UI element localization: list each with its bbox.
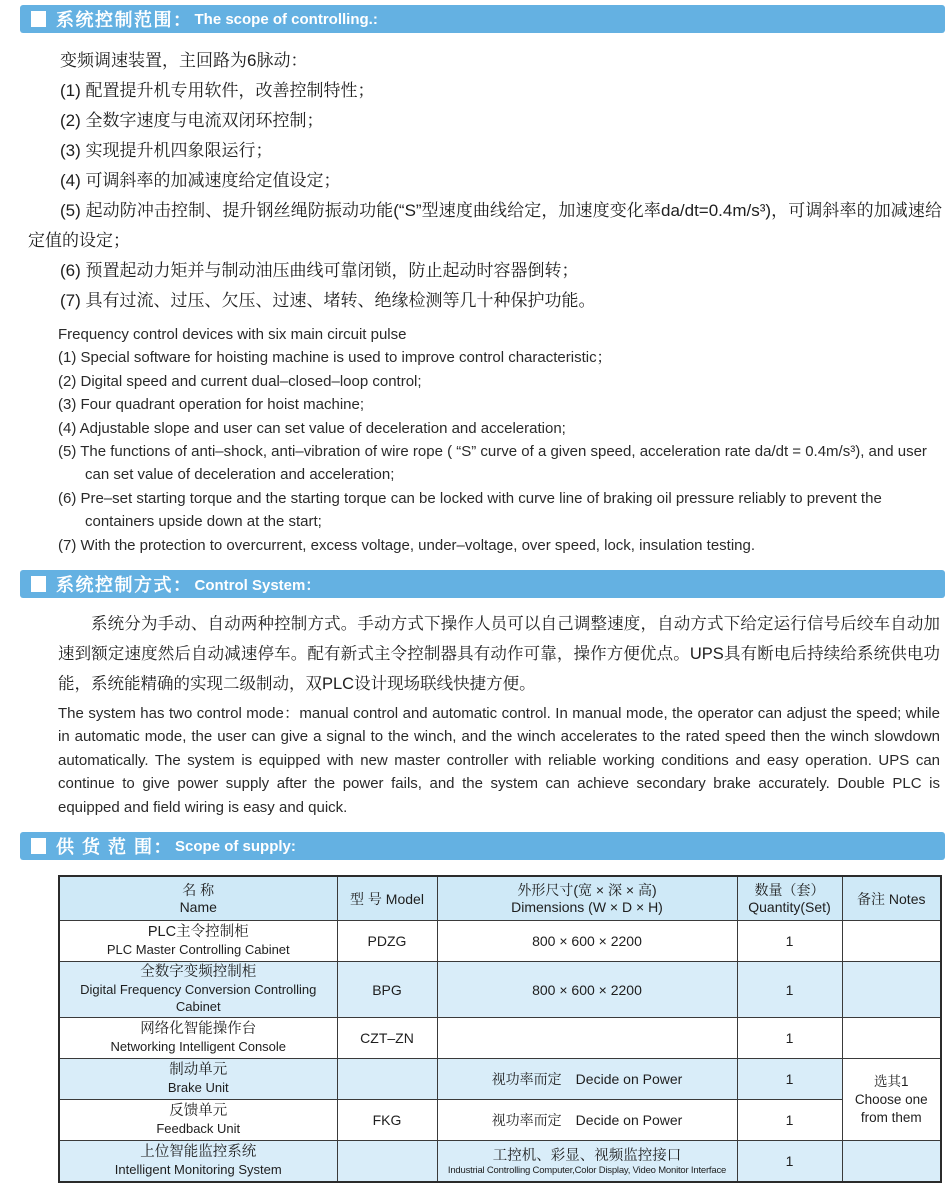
scope-of-controlling-body <box>28 46 942 557</box>
cell-notes <box>842 1018 941 1059</box>
scope-cn-item-5: (5) 起动防冲击控制、提升钢丝绳防振动功能(“S”型速度曲线给定，加速度变化率da/dt=0.4m/s³)，可调斜率的加减速给定值的设定； <box>28 201 942 250</box>
column-header-quantity: 数量（套） Quantity(Set) <box>737 876 842 921</box>
section-title-cn: 供 货 范 围： <box>56 837 174 858</box>
cell-model: CZT–ZN <box>337 1018 437 1059</box>
table-row <box>59 921 941 962</box>
section-header-scope-of-supply <box>20 832 945 860</box>
cell-name: 网络化智能操作台 Networking Intelligent Console <box>59 1018 337 1059</box>
cell-quantity: 1 <box>737 1018 842 1059</box>
scope-en-intro: Frequency control devices with six main circuit pulse <box>58 326 407 343</box>
scope-en-item-3: (3) Four quadrant operation for hoist machine; <box>58 396 364 414</box>
cell-dimensions: 视功率而定 Decide on Power <box>437 1100 737 1141</box>
cell-name: 制动单元 Brake Unit <box>59 1059 337 1100</box>
cell-name: PLC主令控制柜 PLC Master Controlling Cabinet <box>59 921 337 962</box>
cell-name: 反馈单元 Feedback Unit <box>59 1100 337 1141</box>
cell-dimensions: 800 × 600 × 2200 <box>437 962 737 1018</box>
scope-cn-list <box>28 46 942 316</box>
scope-en-list <box>28 323 942 557</box>
cell-model: BPG <box>337 962 437 1018</box>
column-header-model: 型 号 Model <box>337 876 437 921</box>
cell-name: 全数字变频控制柜 Digital Frequency Conversion Controlling Cabinet <box>59 962 337 1018</box>
cell-notes <box>842 962 941 1018</box>
scope-cn-intro: 变频调速装置，主回路为6脉动： <box>60 51 308 70</box>
table-row <box>59 962 941 1018</box>
cell-quantity: 1 <box>737 1059 842 1100</box>
cell-quantity: 1 <box>737 921 842 962</box>
cell-dimensions: 800 × 600 × 2200 <box>437 921 737 962</box>
scope-cn-item-6: (6) 预置起动力矩并与制动油压曲线可靠闭锁，防止起动时容器倒转； <box>60 261 579 280</box>
cell-quantity: 1 <box>737 962 842 1018</box>
cell-model: PDZG <box>337 921 437 962</box>
scope-cn-item-3: (3) 实现提升机四象限运行； <box>60 141 273 160</box>
section-bullet-icon <box>31 11 46 27</box>
section-bullet-icon <box>31 838 46 854</box>
section-header-scope-of-controlling <box>20 5 945 33</box>
control-cn-paragraph: 系统分为手动、自动两种控制方式。手动方式下操作人员可以自己调整速度，自动方式下给定运行信号后绞车自动加速到额定速度然后自动减速停车。配有新式主令控制器具有动作可靠，操作方便优点。UPS具有断电后持续给系统供电功能，系统能精确的实现二级制动，双PLC设计现场联线快捷方便。 <box>58 615 940 694</box>
section-title-en: Control System： <box>194 576 321 594</box>
cell-notes <box>842 1141 941 1183</box>
cell-notes <box>842 921 941 962</box>
column-header-dimensions: 外形尺寸(宽 × 深 × 高) Dimensions (W × D × H) <box>437 876 737 921</box>
cell-model <box>337 1059 437 1100</box>
cell-dimensions: 工控机、彩显、视频监控接口 Industrial Controlling Computer,Color Display, Video Monitor Interface <box>437 1141 737 1183</box>
cell-quantity: 1 <box>737 1141 842 1183</box>
control-en-paragraph: The system has two control mode：manual control and automatic control. In manual mode, the operator can adjust the speed; while in automatic mode, the user can give a signal to the winch, and the winch accelerates to the rated speed then the winch slowdown automatically. The system is equipped with new master controller with reliable working conditions and easy operation. UPS can continue to give power supply after the power fails, and the system can achieve secondary brake accurately. Double PLC is equipped and field wiring is easy and quick. <box>58 705 940 816</box>
section-title-en: The scope of controlling.: <box>194 10 378 28</box>
section-title-cn: 系统控制范围： <box>56 10 193 30</box>
cell-name: 上位智能监控系统 Intelligent Monitoring System <box>59 1141 337 1183</box>
scope-en-item-4: (4) Adjustable slope and user can set value of deceleration and acceleration; <box>58 419 566 437</box>
section-title-cn: 系统控制方式： <box>56 575 193 596</box>
column-header-name: 名 称 Name <box>59 876 337 921</box>
cell-quantity: 1 <box>737 1100 842 1141</box>
scope-cn-item-1: (1) 配置提升机专用软件，改善控制特性； <box>60 81 375 100</box>
control-system-body <box>28 609 942 819</box>
section-title-en: Scope of supply: <box>175 837 296 855</box>
scope-en-item-6: (6) Pre–set starting torque and the starting torque can be locked with curve line of braking oil pressure reliably to prevent the containers upside down at the start; <box>58 489 882 531</box>
column-header-notes: 备注 Notes <box>842 876 941 921</box>
scope-en-item-5: (5) The functions of anti–shock, anti–vibration of wire rope ( “S” curve of a given speed, acceleration rate da/dt = 0.4m/s³), and user can set value of deceleration and acceleration; <box>58 443 927 484</box>
scope-cn-item-4: (4) 可调斜率的加减速度给定值设定； <box>60 171 341 190</box>
cell-model <box>337 1141 437 1183</box>
scope-en-item-2: (2) Digital speed and current dual–closed–loop control; <box>58 372 422 390</box>
section-header-control-system <box>20 570 945 598</box>
table-row <box>59 1059 941 1100</box>
scope-cn-item-7: (7) 具有过流、过压、欠压、过速、堵转、绝缘检测等几十种保护功能。 <box>60 291 596 310</box>
table-row <box>59 1100 941 1141</box>
table-row <box>59 1141 941 1183</box>
table-header-row <box>59 876 941 921</box>
section-bullet-icon <box>31 576 46 592</box>
cell-notes-choose-one: 选其1 Choose one from them <box>842 1059 941 1141</box>
scope-en-item-1: (1) Special software for hoisting machine is used to improve control characteristic； <box>58 349 612 367</box>
table-row <box>59 1018 941 1059</box>
scope-cn-item-2: (2) 全数字速度与电流双闭环控制； <box>60 111 324 130</box>
scope-en-item-7: (7) With the protection to overcurrent, excess voltage, under–voltage, over speed, lock, insulation testing. <box>58 536 756 554</box>
cell-dimensions: 视功率而定 Decide on Power <box>437 1059 737 1100</box>
cell-model: FKG <box>337 1100 437 1141</box>
supply-table <box>58 875 942 1183</box>
cell-dimensions <box>437 1018 737 1059</box>
